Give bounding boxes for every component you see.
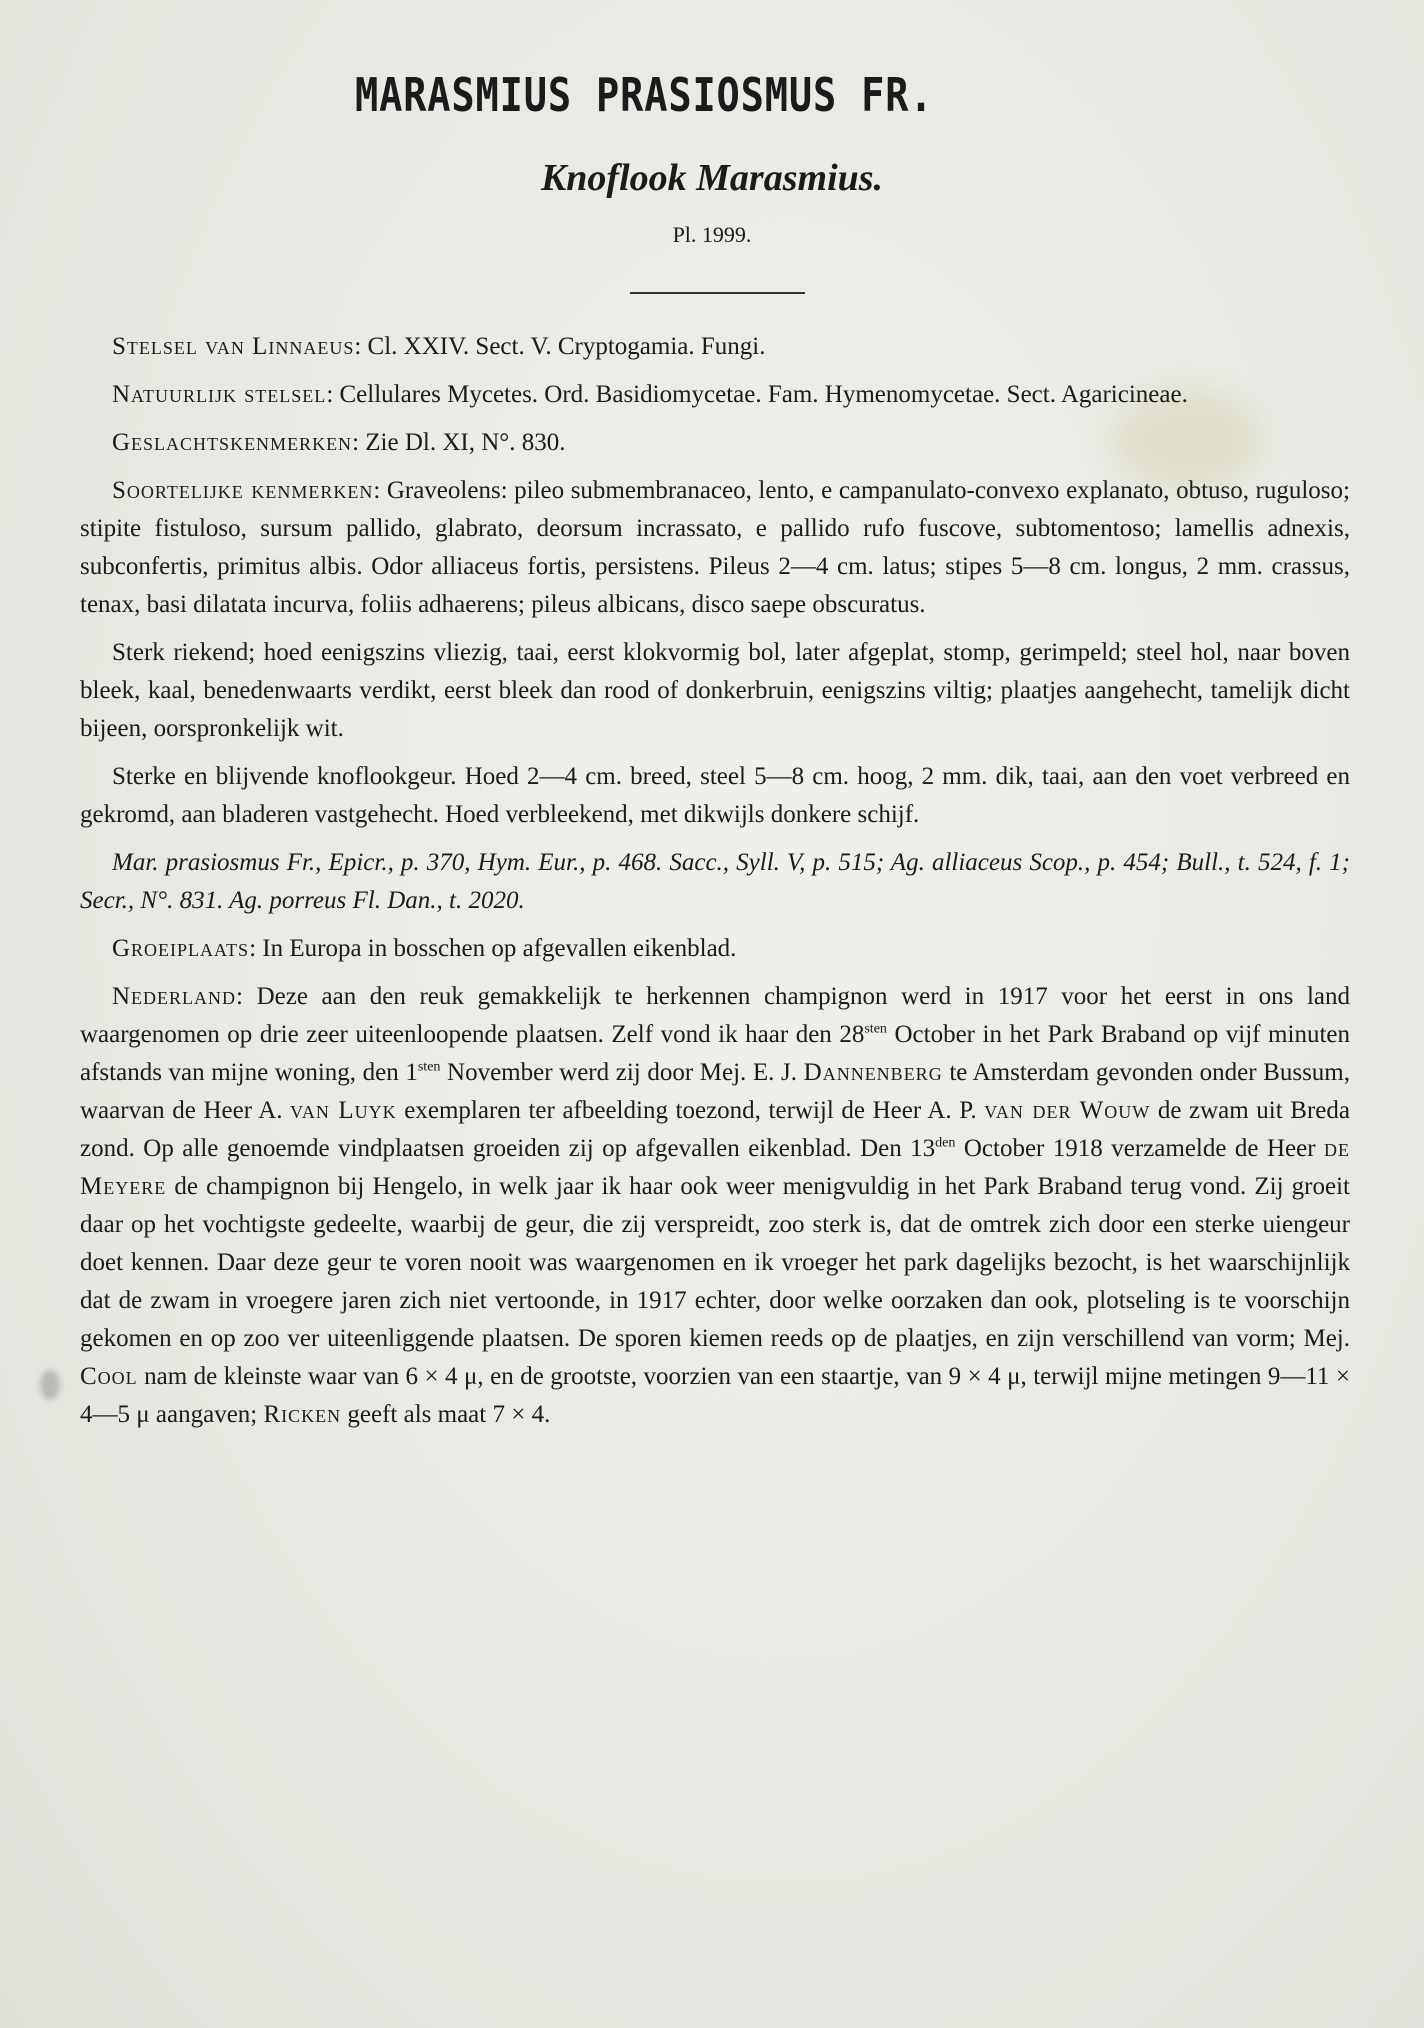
natural-system-section [80, 376, 1350, 414]
title-divider [630, 292, 805, 294]
habitat-section [80, 930, 1350, 968]
section-label: Soortelijke kenmerken [112, 477, 374, 504]
text-run: November werd zij door Mej. E. J. [440, 1059, 804, 1086]
literature-references: Mar. prasiosmus Fr., Epicr., p. 370, Hym. Eur., p. 468. Sacc., Syll. V, p. 515; Ag. alliaceus Scop., p. 454; Bull., t. 524, f. 1; Secr., N°. 831. Ag. porreus Fl. Dan., t. 2020. [80, 849, 1350, 914]
ordinal-suffix: sten [864, 1021, 887, 1037]
dutch-smell-description: Sterke en blijvende knoflookgeur. Hoed 2—4 cm. breed, steel 5—8 cm. hoog, 2 mm. dik, taai, aan den voet verbreed en gekromd, aan bladeren vastgehecht. Hoed verbleekend, met dikwijls donkere schijf. [80, 763, 1350, 828]
species-section [80, 472, 1350, 624]
page-subtitle: Knoflook Marasmius. [540, 157, 884, 199]
person-name: van Luyk [290, 1097, 397, 1124]
person-name: Cool [80, 1363, 138, 1390]
text-run: October 1918 verzamelde de Heer [955, 1135, 1324, 1162]
ordinal-suffix: sten [417, 1059, 441, 1075]
text-run: de champignon bij Hengelo, in welk jaar ik haar ook weer menigvuldig in het Park Braband terug vond. Zij groeit daar op het vochtigste gedeelte, waarbij de geur, die zij verspreidt, zoo sterk is, dat de omtrek zich door een sterke uiengeur doet kennen. Daar deze geur te voren nooit was waargenomen en ik vroeger het park dagelijks bezocht, is het waarschijnlijk dat de zwam in vroegere jaren zich niet vertoonde, in 1917 echter, door welke oorzaken dan ook, plotseling is te voorschijn gekomen en op zoo ver uiteenliggende plaatsen. De sporen kiemen reeds op de plaatjes, en zijn verschillend van vorm; Mej. [80, 1173, 1350, 1352]
paper-mark [40, 1370, 60, 1400]
person-name: de Meyere [80, 1135, 1350, 1200]
text-run: de zwam uit Breda zond. Op alle genoemde vindplaatsen groeiden zij op afgevallen eikenblad. Den 13 [80, 1097, 1350, 1162]
genus-section [80, 424, 1350, 462]
person-name: van der Wouw [984, 1097, 1151, 1124]
text-run: nam de kleinste waar van 6 × 4 μ, en de grootste, voorzien van een staartje, van 9 × 4 μ, terwijl mijne metingen 9—11 × 4—5 μ aangaven; [80, 1363, 1350, 1428]
section-text: : Zie Dl. XI, N°. 830. [352, 429, 566, 456]
text-run: exemplaren ter afbeelding toezond, terwijl de Heer A. P. [396, 1097, 985, 1124]
section-label: Groeiplaats [112, 935, 250, 962]
person-name: Ricken [263, 1401, 342, 1428]
ordinal-suffix: den [935, 1135, 956, 1151]
text-run: : Deze aan den reuk gemakkelijk te herkennen champignon werd in 1917 voor het eerst in ons land waargenomen op drie zeer uiteenloopende plaatsen. Zelf vond ik haar den 28 [80, 983, 1350, 1048]
linnaeus-section [80, 328, 1350, 366]
section-label: Natuurlijk stelsel [112, 381, 327, 408]
plate-number: Pl. 1999. [672, 222, 752, 247]
page-title: MARASMIUS PRASIOSMUS FR. [355, 68, 934, 122]
person-name: Dannenberg [803, 1059, 943, 1086]
text-run: te Amsterdam gevonden onder Bussum, waarvan de Heer A. [80, 1059, 1350, 1124]
document-body [80, 328, 1350, 1444]
text-run: geeft als maat 7 × 4. [341, 1401, 551, 1428]
section-text: : Cellulares Mycetes. Ord. Basidiomycetae. Fam. Hymenomycetae. Sect. Agaricineae. [326, 381, 1188, 408]
text-run: October in het Park Braband op vijf minuten afstands van mijne woning, den 1 [80, 1021, 1350, 1086]
section-text: : In Europa in bosschen op afgevallen eikenblad. [249, 935, 737, 962]
section-text: : Graveolens: pileo submembranaceo, lento, e campanulato-convexo explanato, obtuso, ruguloso; stipite fistuloso, sursum pallido, glabrato, deorsum incrassato, e pallido rufo fuscove, subtomentoso; lamellis adnexis, subconfertis, primitus albis. Odor alliaceus fortis, persistens. Pileus 2—4 cm. latus; stipes 5—8 cm. longus, 2 mm. crassus, tenax, basi dilatata incurva, foliis adhaerens; pileus albicans, disco saepe obscuratus. [80, 477, 1350, 618]
section-text: : Cl. XXIV. Sect. V. Cryptogamia. Fungi. [354, 333, 766, 360]
section-label: Nederland [112, 983, 237, 1010]
section-label: Geslachtskenmerken [112, 429, 353, 456]
netherlands-section [80, 978, 1350, 1434]
section-label: Stelsel van Linnaeus [112, 333, 355, 360]
dutch-description: Sterk riekend; hoed eenigszins vliezig, taai, eerst klokvormig bol, later afgeplat, stomp, gerimpeld; steel hol, naar boven bleek, kaal, benedenwaarts verdikt, eerst bleek dan rood of donkerbruin, eenigszins viltig; plaatjes aangehecht, tamelijk dicht bijeen, oorspronkelijk wit. [80, 639, 1350, 742]
